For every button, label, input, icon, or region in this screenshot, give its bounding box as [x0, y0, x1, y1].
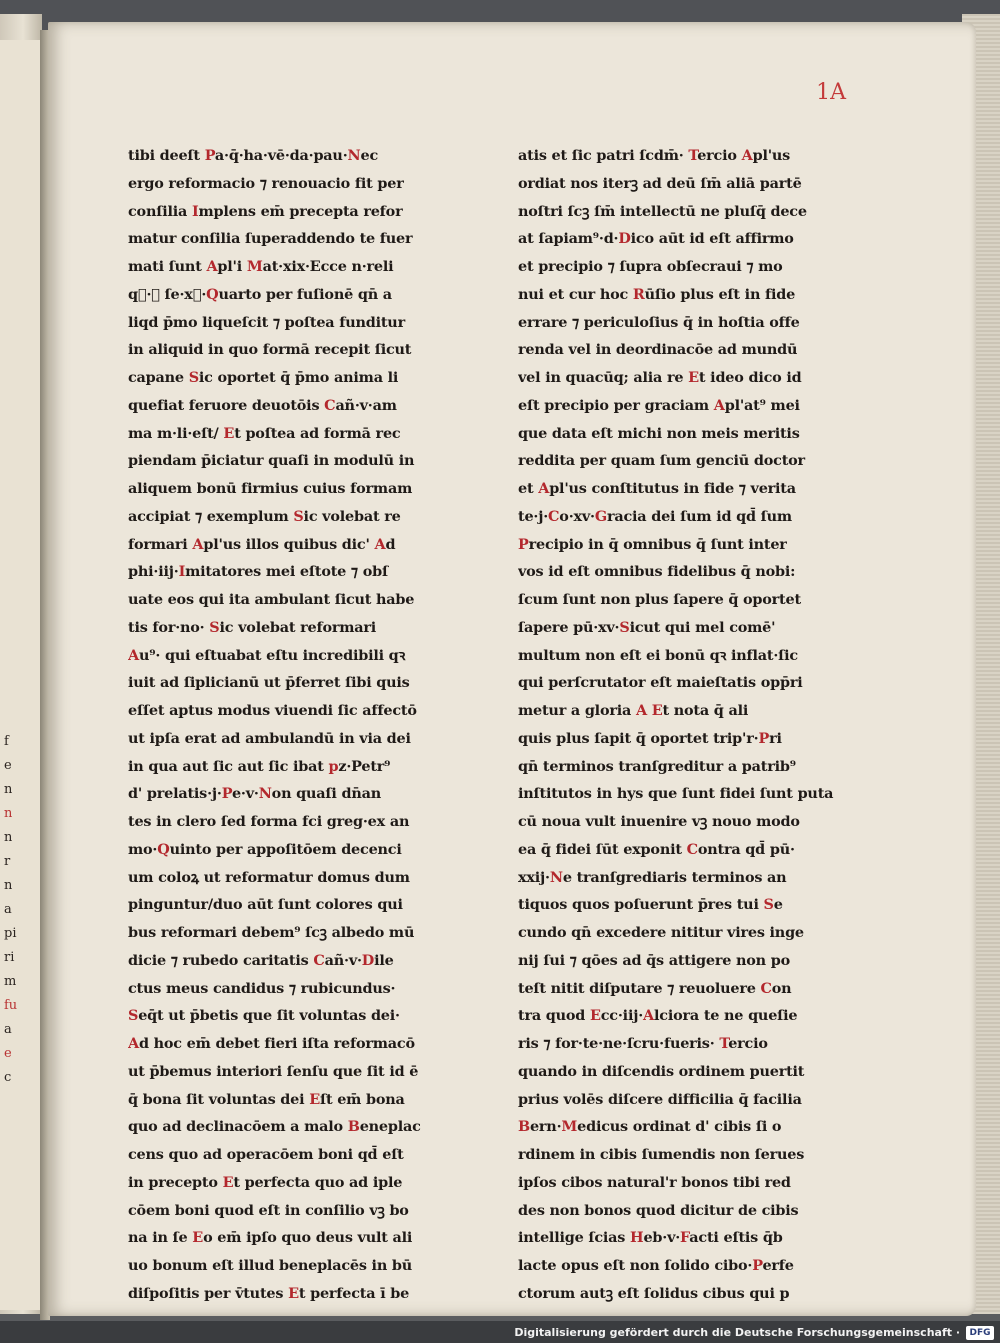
text-column-left: [128, 142, 460, 1308]
text-segment: pinguntur/duo aūt ſunt colores qui: [128, 896, 403, 914]
text-segment: añ·v·am: [335, 396, 397, 414]
rubric-initial: A: [635, 702, 647, 719]
rubric-initial: Q: [206, 285, 219, 303]
text-segment: multum non eſt ei bonū qꝛ inflat·ſic: [518, 646, 798, 664]
text-line: [518, 669, 850, 697]
text-segment: e: [773, 896, 783, 914]
rubric-initial: P: [518, 535, 529, 553]
rubric-initial: P: [221, 785, 232, 803]
marginal-glyph: m: [4, 974, 17, 989]
rubric-initial: C: [324, 396, 336, 414]
text-segment: reddita per quam ſum genciū doctor: [518, 452, 805, 470]
text-line: [518, 864, 850, 892]
text-segment: matur conſilia ſuperaddendo te fuer: [128, 230, 413, 248]
text-segment: in qua aut ſic aut ſic ibat: [128, 757, 329, 775]
text-segment: icut qui mel comē': [629, 618, 776, 636]
rubric-initial: E: [309, 1090, 320, 1108]
text-segment: ic volebat re: [303, 507, 401, 525]
text-segment: xxij·: [518, 868, 550, 886]
text-segment: ile: [374, 951, 394, 969]
text-segment: ūſio plus eſt in fide: [644, 285, 796, 303]
text-segment: errare ⁊ periculoſius q̄ in hoſtia offe: [518, 313, 800, 331]
text-segment: capane: [128, 369, 189, 386]
text-line: [128, 531, 460, 559]
text-segment: tra quod: [518, 1007, 590, 1025]
text-segment: ec: [360, 147, 379, 164]
text-segment: acti eſtis q̄b: [689, 1229, 783, 1247]
text-segment: liqd p̄mo liqueſcit ⁊ poſtea funditur: [128, 313, 405, 331]
text-line: [518, 531, 850, 559]
text-segment: t ideo dico id: [698, 369, 802, 386]
text-line: [518, 1280, 850, 1308]
text-segment: des non bonos quod dicitur de cibis: [518, 1201, 799, 1219]
text-segment: ic volebat reformari: [219, 618, 377, 636]
text-line: [518, 1113, 850, 1141]
text-line: [128, 420, 460, 448]
text-line: [128, 503, 460, 531]
text-segment: ordiat nos iterꝫ ad deū ſm̄ aliā partē: [518, 174, 802, 192]
dfg-logo: DFG: [966, 1326, 994, 1340]
text-segment: ercio: [697, 147, 742, 164]
rubric-initial: F: [680, 1229, 690, 1247]
text-line: [518, 808, 850, 836]
text-line: [518, 1252, 850, 1280]
text-segment: ercio: [728, 1035, 768, 1052]
rubric-initial: R: [632, 285, 645, 303]
marginal-glyph: r: [4, 854, 11, 869]
text-segment: ergo reformacio ⁊ renouacio fit per: [128, 174, 404, 192]
text-line: [128, 198, 460, 226]
text-segment: ma m·li·eſt/: [128, 424, 224, 442]
text-segment: ut p̄bemus interiori ſenſu que ſit id ē: [128, 1062, 419, 1080]
rubric-initial: C: [313, 951, 325, 969]
text-line: [128, 864, 460, 892]
text-line: [128, 891, 460, 919]
text-segment: accipiat ⁊ exemplum: [128, 507, 294, 525]
text-line: [518, 1224, 850, 1252]
text-segment: um coloꝝ ut reformatur domus dum: [128, 868, 410, 886]
text-segment: e tranſgrediaris terminos an: [562, 868, 787, 886]
text-segment: atis et ſic patri ſcdm̄·: [518, 147, 689, 164]
rubric-initial: S: [209, 618, 220, 636]
text-line: [128, 1002, 460, 1030]
text-segment: lciora te ne queſie: [654, 1007, 798, 1025]
rubric-initial: C: [548, 507, 560, 525]
text-segment: formari: [128, 535, 193, 553]
rubric-initial: E: [192, 1229, 204, 1247]
rubric-initial: A: [192, 535, 204, 553]
text-segment: lacte opus eſt non ſolido cibo·: [518, 1257, 753, 1274]
text-line: [518, 725, 850, 753]
text-line: [128, 309, 460, 337]
text-segment: pl'us: [752, 147, 791, 164]
text-line: [518, 975, 850, 1003]
text-segment: quis plus ſapit q̄ oportet trip'r·: [518, 729, 759, 747]
marginal-glyph: a: [4, 902, 12, 917]
text-segment: ico aūt id eſt affirmo: [630, 230, 794, 248]
text-line: [518, 170, 850, 198]
text-line: [128, 170, 460, 198]
text-segment: te·j·: [518, 507, 549, 525]
text-segment: d' prelatis·j·: [128, 785, 222, 803]
text-line: [128, 753, 460, 781]
marginal-glyph: pi: [4, 926, 17, 941]
rubric-initial: p: [328, 757, 339, 775]
text-segment: pl'us illos quibus dic': [203, 535, 375, 553]
rubric-initial: N: [258, 785, 272, 803]
text-line: [518, 225, 850, 253]
footer-credit: Digitalisierung gefördert durch die Deutsche Forschungsgemeinschaft ·: [514, 1326, 960, 1339]
rubric-initial: P: [758, 729, 770, 747]
text-line: [128, 975, 460, 1003]
text-line: [128, 780, 460, 808]
text-segment: on: [771, 979, 792, 997]
text-segment: uarto per fuſionē qn̄ a: [218, 285, 392, 303]
text-segment: a·q̄·ha·vē·da·pau·: [214, 147, 348, 164]
text-segment: t poſtea ad formā rec: [234, 424, 401, 442]
text-segment: vos id eſt omnibus fidelibus q̄ nobi:: [518, 563, 796, 581]
text-line: [518, 558, 850, 586]
rubric-initial: E: [222, 1173, 234, 1191]
text-line: [128, 586, 460, 614]
text-line: [128, 225, 460, 253]
text-segment: recipio in q̄ omnibus q̄ ſunt inter: [528, 535, 787, 553]
text-line: [128, 281, 460, 309]
text-line: [518, 1002, 850, 1030]
text-column-right: [518, 142, 850, 1308]
text-line: [518, 836, 850, 864]
text-segment: mati ſunt: [128, 258, 207, 275]
text-line: [518, 281, 850, 309]
text-segment: t perfecta ī be: [298, 1284, 410, 1302]
rubric-initial: D: [618, 230, 631, 248]
marginal-glyph: c: [4, 1070, 12, 1085]
rubric-initial: A: [128, 1035, 139, 1052]
text-segment: eſſet aptus modus viuendi ſic affectō: [128, 702, 417, 719]
text-segment: ris ⁊ for·te·ne·ſcru·fueris·: [518, 1035, 720, 1052]
text-segment: cū noua vult inuenire vꝫ nouo modo: [518, 813, 800, 830]
text-segment: quando in diſcendis ordinem puertit: [518, 1062, 805, 1080]
text-segment: mo·: [128, 840, 158, 858]
text-segment: nui et cur hoc: [518, 285, 633, 303]
text-segment: cōem boni quod eſt in conſilio vꝫ bo: [128, 1201, 409, 1219]
rubric-initial: A: [713, 396, 725, 414]
rubric-initial: G: [594, 507, 607, 525]
text-line: [128, 364, 460, 392]
text-line: [128, 1252, 460, 1280]
text-segment: in aliquid in quo formā recepit ſicut: [128, 341, 412, 359]
text-line: [128, 1058, 460, 1086]
text-line: [518, 891, 850, 919]
text-line: [518, 1030, 850, 1058]
rubric-initial: B: [518, 1118, 530, 1136]
text-line: [128, 725, 460, 753]
rubric-initial: I: [191, 202, 199, 220]
text-line: [518, 503, 850, 531]
text-segment: phi·iij·: [128, 563, 179, 581]
text-segment: t nota q̄ ali: [662, 702, 749, 719]
text-line: [518, 1141, 850, 1169]
text-segment: na in ſe: [128, 1229, 193, 1247]
text-line: [518, 309, 850, 337]
text-segment: piendam p̄iciatur quaſi in modulū in: [128, 452, 415, 470]
text-segment: mplens em̄ precepta refor: [198, 202, 403, 220]
rubric-initial: E: [223, 424, 235, 442]
text-segment: ri: [769, 729, 782, 747]
text-segment: conſilia: [128, 202, 192, 220]
rubric-initial: C: [760, 979, 772, 997]
rubric-initial: P: [752, 1257, 763, 1274]
text-line: [518, 614, 850, 642]
rubric-initial: S: [293, 507, 304, 525]
text-line: [128, 1197, 460, 1225]
text-segment: vel in quacūq; alia re: [518, 369, 689, 386]
text-line: [518, 336, 850, 364]
text-segment: diſpoſitis per v̄tutes: [128, 1284, 289, 1302]
text-segment: cundo qn̄ excedere nititur vires inge: [518, 924, 804, 941]
rubric-initial: N: [347, 147, 361, 164]
rubric-initial: C: [686, 840, 698, 858]
rubric-initial: E: [589, 1007, 601, 1025]
marginal-glyph: e: [4, 758, 12, 773]
text-segment: intellige ſcias: [518, 1229, 631, 1247]
rubric-initial: E: [688, 369, 699, 386]
text-segment: rdinem in cibis ſumendis non ſerues: [518, 1146, 805, 1163]
rubric-initial: A: [643, 1007, 655, 1025]
text-segment: q̄ bona ſit voluntas dei: [128, 1090, 310, 1108]
text-segment: eſt precipio per graciam: [518, 396, 714, 414]
rubric-initial: E: [651, 702, 663, 719]
text-line: [128, 836, 460, 864]
text-segment: tibi deeſt: [128, 147, 205, 164]
text-line: [518, 753, 850, 781]
text-line: [128, 447, 460, 475]
rubric-initial: A: [128, 646, 139, 664]
rubric-initial: S: [619, 618, 630, 636]
text-segment: o·xv·: [559, 507, 595, 525]
text-segment: pl'i: [217, 258, 247, 275]
text-line: [128, 1030, 460, 1058]
text-segment: cc·iij·: [600, 1007, 644, 1025]
text-line: [128, 669, 460, 697]
text-segment: e·v·: [231, 785, 259, 803]
text-line: [518, 642, 850, 670]
text-segment: at ſapiam⁹·d·: [518, 230, 619, 248]
text-line: [128, 1113, 460, 1141]
text-line: [518, 364, 850, 392]
text-segment: eneplac: [359, 1118, 421, 1136]
text-segment: eq̄t ut p̄betis que ſit voluntas dei·: [138, 1007, 400, 1025]
text-line: [128, 1224, 460, 1252]
text-segment: quefiat feruore deuotōis: [128, 396, 325, 414]
rubric-initial: Q: [157, 840, 170, 858]
text-line: [518, 1086, 850, 1114]
text-line: [518, 142, 850, 170]
text-segment: ſcum ſunt non plus ſapere q̄ oportet: [518, 591, 801, 608]
text-segment: tis for·no·: [128, 618, 210, 636]
text-segment: racia dei ſum id qd̄ ſum: [606, 507, 792, 525]
text-line: [128, 253, 460, 281]
rubric-initial: A: [206, 258, 218, 275]
text-segment: tiquos quos poſuerunt p̄res tui: [518, 896, 764, 914]
text-segment: et: [518, 480, 539, 497]
text-segment: ut ipſa erat ad ambulandū in via dei: [128, 729, 411, 747]
text-line: [128, 1086, 460, 1114]
text-segment: dicie ⁊ rubedo caritatis: [128, 951, 314, 969]
text-segment: uinto per appoſitōem decenci: [169, 840, 402, 858]
text-line: [518, 475, 850, 503]
text-line: [128, 1280, 460, 1308]
text-line: [518, 780, 850, 808]
left-page-marginal-text: [4, 730, 36, 1090]
text-segment: que data eſt michi non meis meritis: [518, 424, 800, 442]
rubric-initial: N: [549, 868, 563, 886]
text-segment: tes in clero ſed forma fci greg·ex an: [128, 813, 410, 830]
text-segment: iuit ad ſiplicianū ut p̄ferret ſibi quis: [128, 674, 410, 692]
rubric-initial: P: [204, 147, 215, 164]
text-segment: ea q̄ fidei ſūt exponit: [518, 840, 687, 858]
text-segment: ic oportet q̄ p̄mo anima li: [198, 369, 399, 386]
text-segment: metur a gloria: [518, 702, 636, 719]
rubric-initial: E: [288, 1284, 299, 1302]
text-segment: uate eos qui ita ambulant ſicut habe: [128, 591, 415, 608]
text-line: [128, 475, 460, 503]
manuscript-page: [48, 22, 976, 1316]
text-segment: erfe: [762, 1257, 794, 1274]
text-line: [128, 642, 460, 670]
text-segment: noſtri ſcꝫ ſm̄ intellectū ne pluſq̄ dece: [518, 202, 807, 220]
text-line: [128, 142, 460, 170]
text-line: [518, 919, 850, 947]
marginal-glyph: n: [4, 830, 13, 845]
text-line: [128, 697, 460, 725]
marginal-glyph: ri: [4, 950, 15, 965]
rubric-initial: B: [347, 1118, 360, 1136]
text-segment: ctus meus candidus ⁊ rubicundus·: [128, 979, 396, 997]
text-line: [128, 336, 460, 364]
rubric-initial: S: [128, 1007, 139, 1025]
text-line: [128, 808, 460, 836]
text-line: [128, 558, 460, 586]
marginal-glyph: n: [4, 806, 13, 821]
marginal-glyph: n: [4, 878, 13, 893]
text-segment: on quaſi dn̄an: [271, 785, 381, 803]
rubric-initial: I: [178, 563, 186, 581]
text-segment: d: [385, 535, 396, 553]
text-segment: pl'at⁹ mei: [724, 396, 800, 414]
text-line: [518, 586, 850, 614]
text-segment: prius volēs diſcere difficilia q̄ facilia: [518, 1090, 802, 1108]
text-line: [128, 947, 460, 975]
text-segment: bus reformari debem⁹ ſcꝫ albedo mū: [128, 924, 415, 941]
text-segment: pl'us conſtitutus in fide ⁊ verita: [549, 480, 796, 497]
rubric-initial: T: [719, 1035, 729, 1052]
text-segment: t perfecta quo ad iple: [233, 1173, 403, 1191]
rubric-initial: M: [561, 1118, 578, 1136]
text-line: [518, 947, 850, 975]
text-line: [128, 392, 460, 420]
text-segment: mitatores mei eſtote ⁊ obſ: [185, 563, 388, 581]
text-segment: ſt em̄ bona: [319, 1090, 405, 1108]
text-line: [518, 447, 850, 475]
text-segment: renda vel in deordinacōe ad mundū: [518, 341, 798, 359]
text-segment: cens quo ad operacōem boni qd̄ eſt: [128, 1146, 404, 1163]
text-segment: et precipio ⁊ ſupra obſecraui ⁊ mo: [518, 258, 783, 275]
text-segment: quo ad declinacōem a malo: [128, 1118, 348, 1136]
text-segment: ipſos cibos natural'r bonos tibi red: [518, 1173, 791, 1191]
left-page-strip: [0, 40, 40, 1310]
text-segment: qᷓ·⁊ ſe·xᷓ·: [128, 285, 207, 303]
text-segment: z·Petr⁹: [338, 757, 391, 775]
folio-number: 1A: [816, 80, 846, 105]
text-segment: edicus ordinat d' cibis ſi o: [577, 1118, 782, 1136]
text-segment: añ·v·: [324, 951, 362, 969]
rubric-initial: S: [188, 369, 199, 386]
marginal-glyph: f: [4, 734, 9, 749]
text-line: [518, 253, 850, 281]
rubric-initial: D: [361, 951, 375, 969]
text-line: [518, 1169, 850, 1197]
rubric-initial: S: [763, 896, 774, 914]
text-segment: nij ſui ⁊ qōes ad q̄s attigere non po: [518, 951, 790, 969]
text-line: [518, 198, 850, 226]
text-segment: inſtitutos in hys que ſunt fidei ſunt puta: [518, 785, 834, 803]
text-segment: teſt nitit diſputare ⁊ reuoluere: [518, 979, 761, 997]
text-line: [128, 919, 460, 947]
text-line: [518, 420, 850, 448]
rubric-initial: T: [688, 147, 698, 164]
text-line: [128, 1141, 460, 1169]
rubric-initial: M: [246, 258, 263, 275]
text-line: [128, 1169, 460, 1197]
marginal-glyph: fu: [4, 998, 18, 1013]
text-segment: o em̄ ipſo quo deus vult ali: [203, 1229, 413, 1247]
text-segment: qn̄ terminos tranſgreditur a patrib⁹: [518, 757, 796, 775]
rubric-initial: H: [630, 1229, 644, 1247]
text-segment: d hoc em̄ debet fieri iſta reformacō: [138, 1035, 415, 1052]
text-line: [128, 614, 460, 642]
text-segment: uo bonum eſt illud beneplacēs in bū: [128, 1257, 413, 1274]
text-segment: in precepto: [128, 1173, 223, 1191]
text-segment: at·xix·Ecce n·reli: [262, 258, 394, 275]
text-segment: u⁹· qui eſtuabat eſtu incredibili qꝛ: [138, 646, 406, 664]
text-segment: ctorum autꝫ eſt ſolidus cibus qui p: [518, 1284, 790, 1302]
marginal-glyph: a: [4, 1022, 12, 1037]
text-segment: ſapere pū·xv·: [518, 618, 620, 636]
rubric-initial: A: [741, 147, 753, 164]
text-line: [518, 392, 850, 420]
text-segment: qui perſcrutator eſt maieſtatis opp̄ri: [518, 674, 803, 692]
text-segment: eb·v·: [643, 1229, 681, 1247]
text-line: [518, 1197, 850, 1225]
rubric-initial: A: [538, 480, 550, 497]
text-line: [518, 697, 850, 725]
text-segment: aliquem bonū firmius cuius formam: [128, 480, 413, 497]
marginal-glyph: n: [4, 782, 13, 797]
rubric-initial: A: [374, 535, 386, 553]
text-segment: ontra qd̄ pū·: [697, 840, 795, 858]
marginal-glyph: e: [4, 1046, 12, 1061]
text-line: [518, 1058, 850, 1086]
text-segment: ern·: [529, 1118, 562, 1136]
